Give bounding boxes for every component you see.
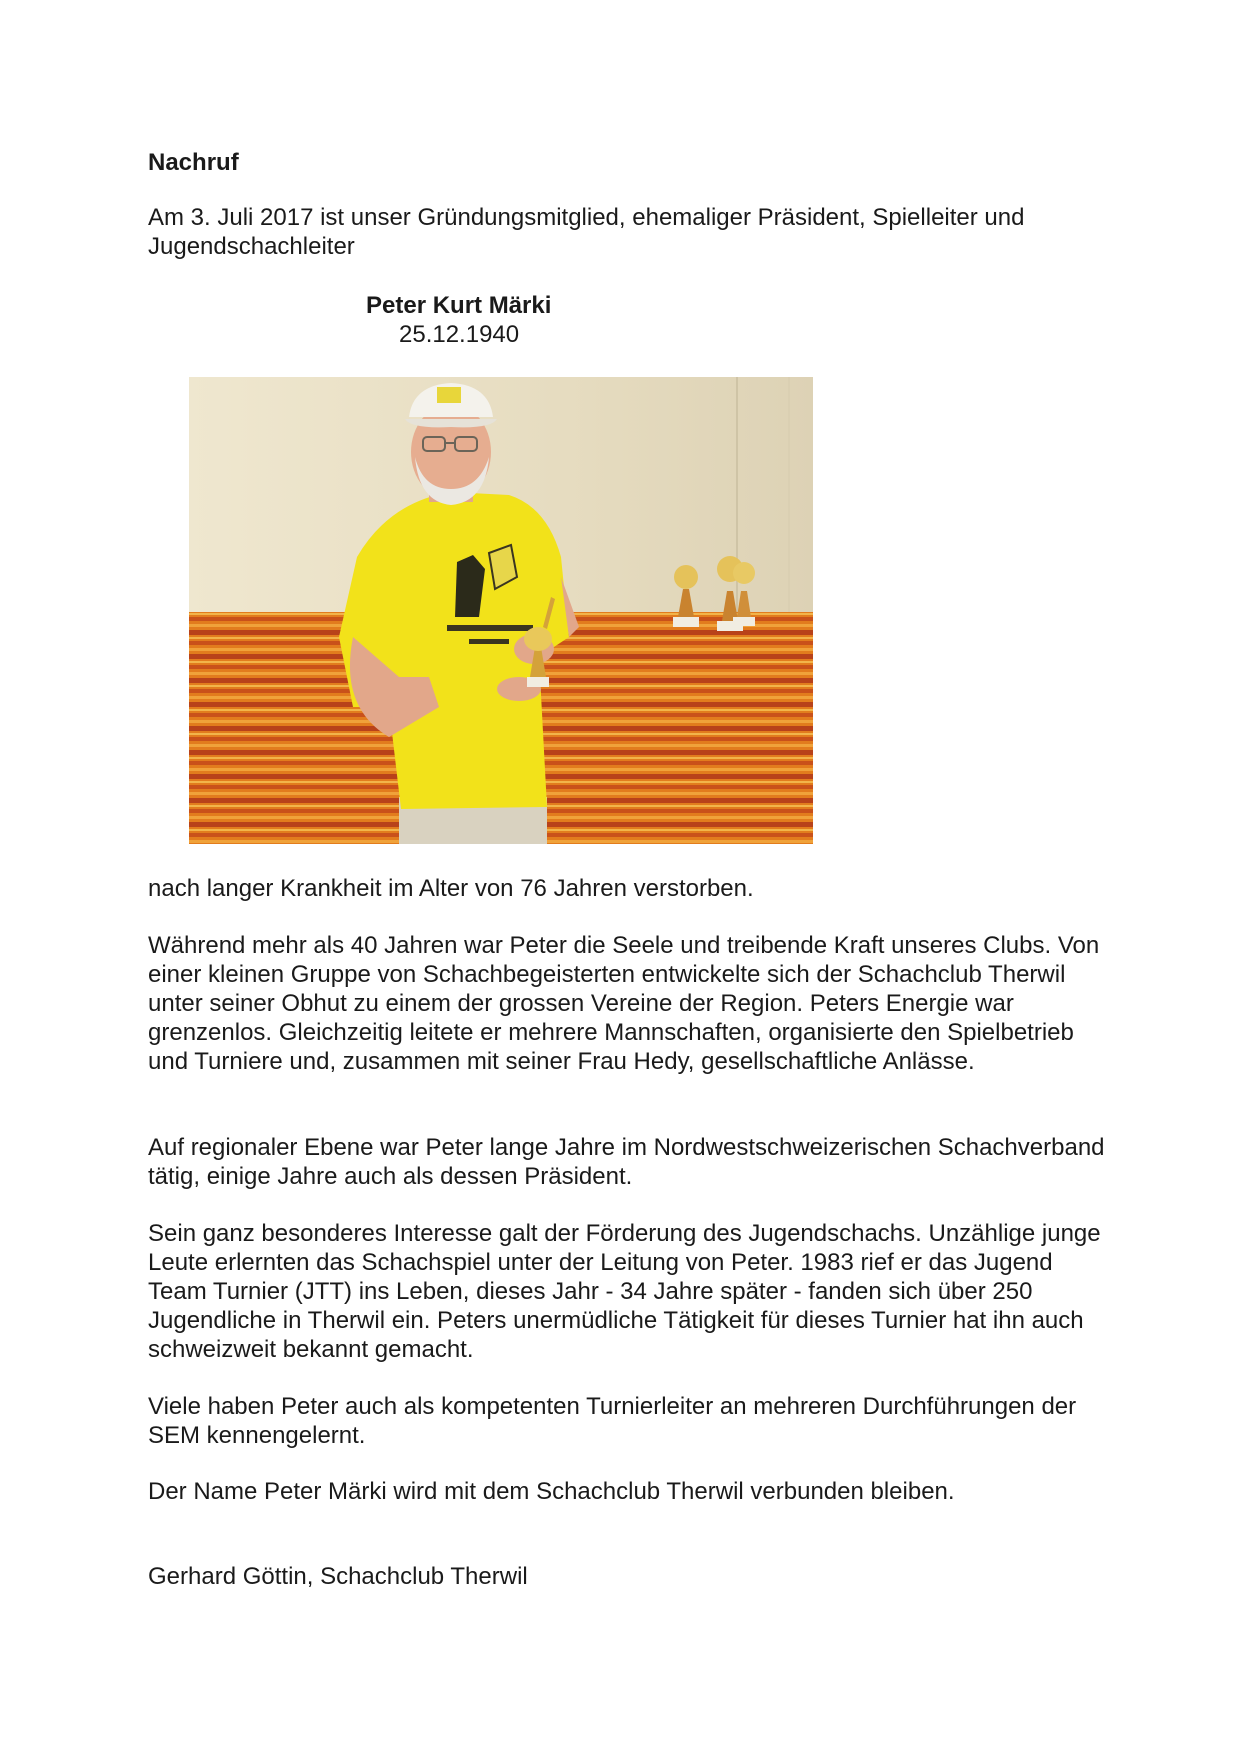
paragraph-regional: Auf regionaler Ebene war Peter lange Jahre im Nordwestschweizerischen Schachverband tätig, einige Jahre auch als dessen Präsident. bbox=[148, 1134, 1105, 1190]
paragraph-closing: Der Name Peter Märki wird mit dem Schachclub Therwil verbunden bleiben. bbox=[148, 1478, 955, 1505]
page-title: Nachruf bbox=[148, 149, 239, 176]
paragraph-club: Während mehr als 40 Jahren war Peter die Seele und treibende Kraft unseres Clubs. Von einer kleinen Gruppe von Schachbegeisterten entwickelte sich der Schachclub Therwil unter seiner Obhut zu einem der grossen Vereine der Region. Peters Energie war grenzenlos. Gleichzeitig leitete er mehrere Mannschaften, organisierte den Spielbetrieb und Turniere und, zusammen mit seiner Frau Hedy, gesellschaftliche Anlässe. bbox=[148, 932, 1100, 1075]
deceased-name: Peter Kurt Märki bbox=[366, 292, 552, 319]
signature: Gerhard Göttin, Schachclub Therwil bbox=[148, 1563, 528, 1590]
birth-date: 25.12.1940 bbox=[399, 321, 520, 348]
paragraph-sem: Viele haben Peter auch als kompetenten Turnierleiter an mehreren Durchführungen der SEM kennengelernt. bbox=[148, 1393, 1077, 1449]
intro-paragraph: Am 3. Juli 2017 ist unser Gründungsmitglied, ehemaliger Präsident, Spielleiter und Jugendschachleiter bbox=[148, 204, 1025, 260]
paragraph-youth: Sein ganz besonderes Interesse galt der Förderung des Jugendschachs. Unzählige junge Leute erlernten das Schachspiel unter der Leitung von Peter. 1983 rief er das Jugend Team Turnier (JTT) ins Leben, dieses Jahr - 34 Jahre später - fanden sich über 250 Jugendliche in Therwil ein. Peters unermüdliche Tätigkeit für dieses Turnier hat ihn auch schweizweit bekannt gemacht. bbox=[148, 1220, 1101, 1363]
portrait-photo bbox=[189, 377, 813, 844]
passing-statement: nach langer Krankheit im Alter von 76 Jahren verstorben. bbox=[148, 875, 754, 902]
